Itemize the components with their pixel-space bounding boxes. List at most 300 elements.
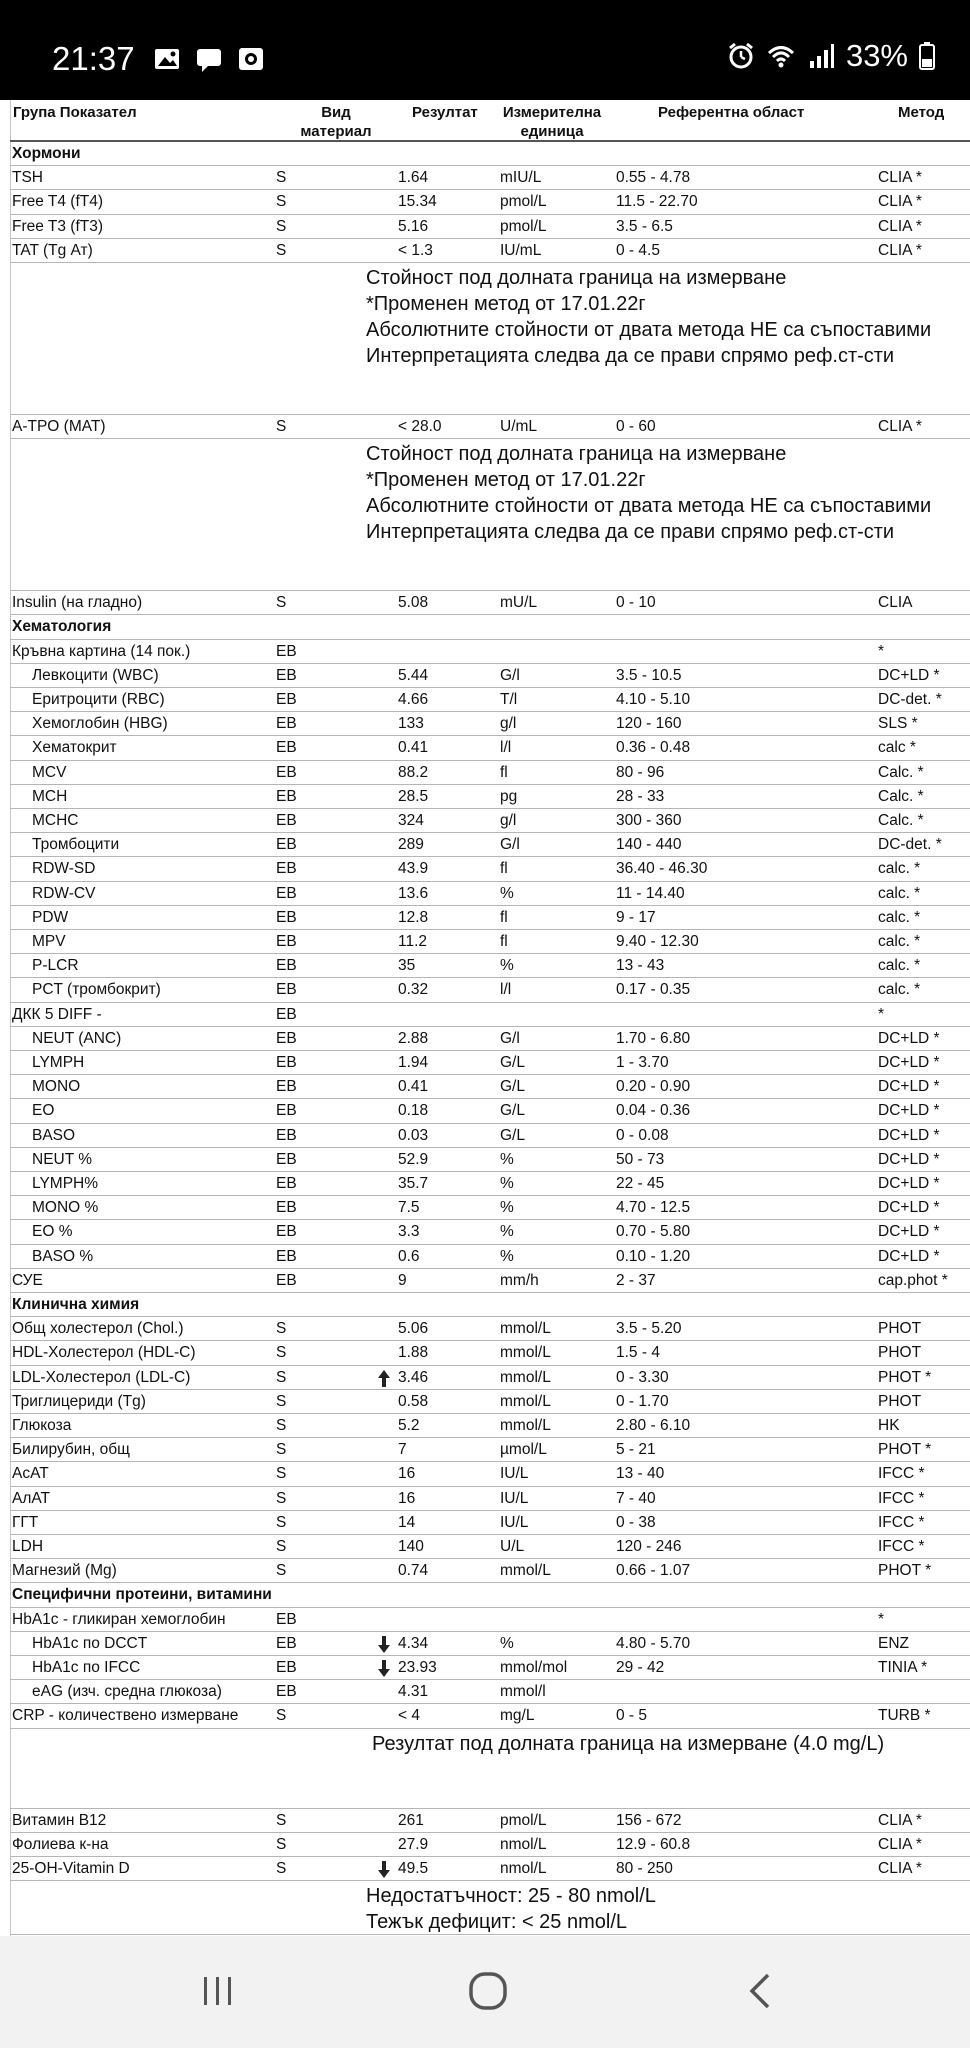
table-row[interactable] xyxy=(0,1124,970,1148)
table-row[interactable] xyxy=(0,1704,970,1728)
material: S xyxy=(276,1441,287,1459)
row-divider xyxy=(10,1074,970,1075)
row-divider xyxy=(10,663,970,664)
method: calc. * xyxy=(878,957,921,975)
method: Calc. * xyxy=(878,763,924,781)
method: CLIA * xyxy=(878,241,922,259)
row-divider xyxy=(10,639,970,640)
material: S xyxy=(276,1392,287,1410)
indicator-name: MPV xyxy=(32,933,66,950)
reference-range: 0 - 3.30 xyxy=(616,1368,669,1386)
lab-report-document[interactable] xyxy=(0,100,970,1936)
indicator-name: A-TPO (MAT) xyxy=(12,418,106,435)
unit: % xyxy=(500,1634,514,1652)
row-divider xyxy=(10,784,970,785)
material: EB xyxy=(276,1271,297,1289)
recent-apps-button[interactable] xyxy=(178,1956,258,2026)
material: EB xyxy=(276,763,297,781)
table-row[interactable] xyxy=(0,1196,970,1220)
unit: G/l xyxy=(500,666,520,684)
table-row[interactable] xyxy=(0,809,970,833)
unit: mmol/l xyxy=(500,1683,546,1701)
result-value: 4.34 xyxy=(398,1634,429,1652)
reference-range: 0.66 - 1.07 xyxy=(616,1562,691,1580)
method: PHOT * xyxy=(878,1562,932,1580)
method: CLIA * xyxy=(878,1860,922,1877)
method: calc. * xyxy=(878,884,921,902)
row-divider xyxy=(10,977,970,978)
indicator-name: Витамин B12 xyxy=(12,1811,107,1829)
row-divider xyxy=(10,1631,970,1632)
table-row[interactable] xyxy=(0,1680,970,1704)
result-value: 13.6 xyxy=(398,884,429,902)
arrow-up-icon xyxy=(378,1370,390,1387)
table-row[interactable] xyxy=(0,1487,970,1511)
method: Calc. * xyxy=(878,812,924,829)
reference-range: 0.10 - 1.20 xyxy=(616,1247,691,1265)
table-row[interactable] xyxy=(0,1317,970,1341)
material: S xyxy=(276,217,287,235)
reference-range: 12.9 - 60.8 xyxy=(616,1835,691,1853)
table-row[interactable] xyxy=(0,857,970,881)
indicator-name: LDH xyxy=(12,1538,44,1555)
back-icon xyxy=(740,1971,780,2011)
reference-range: 0 - 1.70 xyxy=(616,1392,669,1410)
table-row[interactable] xyxy=(0,785,970,809)
table-row[interactable] xyxy=(0,1075,970,1099)
result-value: < 1.3 xyxy=(398,241,433,259)
unit: G/L xyxy=(500,1102,525,1120)
method: calc * xyxy=(878,739,916,757)
indicator-name: Левкоцити (WBC) xyxy=(32,666,159,684)
row-divider xyxy=(10,1171,970,1172)
table-row[interactable] xyxy=(0,1269,970,1293)
indicator-name: EO % xyxy=(32,1223,73,1241)
unit: fl xyxy=(500,908,508,926)
material: S xyxy=(276,1513,287,1531)
table-row[interactable] xyxy=(0,1341,970,1365)
result-value: 133 xyxy=(398,715,424,733)
reference-range: 7 - 40 xyxy=(616,1489,656,1507)
row-divider xyxy=(10,1558,970,1559)
row-divider xyxy=(10,760,970,761)
table-row[interactable] xyxy=(0,591,970,615)
unit: mIU/L xyxy=(500,169,542,187)
indicator-name: HbA1c по IFCC xyxy=(32,1659,141,1676)
table-row[interactable] xyxy=(0,1608,970,1632)
table-row[interactable] xyxy=(0,906,970,930)
reference-range: 11 - 14.40 xyxy=(616,884,685,902)
result-value: 43.9 xyxy=(398,860,429,878)
method: IFCC * xyxy=(878,1489,925,1507)
reference-range: 36.40 - 46.30 xyxy=(616,860,708,878)
method: ENZ xyxy=(878,1634,909,1652)
indicator-name: AcAT xyxy=(12,1465,49,1483)
table-row[interactable] xyxy=(0,640,970,664)
result-note: Стойност под долната граница на измерване xyxy=(366,443,787,466)
unit: G/L xyxy=(500,1126,525,1144)
back-button[interactable] xyxy=(720,1956,800,2026)
method: CLIA * xyxy=(878,193,922,211)
row-divider xyxy=(10,262,970,263)
result-value: 0.41 xyxy=(398,1078,429,1096)
method: calc. * xyxy=(878,908,921,926)
row-divider xyxy=(10,881,970,882)
result-value: 0.41 xyxy=(398,739,429,757)
method: calc. * xyxy=(878,933,921,950)
unit: mmol/L xyxy=(500,1392,551,1410)
result-value: 11.2 xyxy=(398,933,428,950)
header-reference: Референтна област xyxy=(658,104,805,121)
result-value: 12.8 xyxy=(398,908,429,926)
battery-icon xyxy=(918,41,936,71)
material: EB xyxy=(276,1150,297,1168)
indicator-name: PDW xyxy=(32,908,69,926)
reference-range: 80 - 96 xyxy=(616,763,665,781)
reference-range: 3.5 - 10.5 xyxy=(616,666,682,684)
table-row[interactable] xyxy=(0,1003,970,1027)
indicator-name: EO xyxy=(32,1102,55,1120)
result-value: 3.46 xyxy=(398,1368,429,1386)
table-row[interactable] xyxy=(0,1366,970,1390)
home-button[interactable] xyxy=(448,1956,528,2026)
result-note: Интерпретацията следва да се прави спрямо реф.ст-сти xyxy=(366,345,895,367)
row-divider xyxy=(10,1679,970,1680)
unit: mmol/L xyxy=(500,1320,551,1338)
row-divider xyxy=(10,1607,970,1608)
indicator-name: eAG (изч. средна глюкоза) xyxy=(32,1683,222,1701)
row-divider xyxy=(10,1510,970,1511)
unit: fl xyxy=(500,860,508,878)
method: CLIA * xyxy=(878,418,922,435)
result-value: 9 xyxy=(398,1271,407,1289)
material: EB xyxy=(276,642,297,660)
result-value: 4.66 xyxy=(398,691,429,708)
reference-range: 0.04 - 0.36 xyxy=(616,1102,691,1120)
indicator-name: Хемоглобин (HBG) xyxy=(32,715,168,733)
result-value: 5.2 xyxy=(398,1417,420,1434)
reference-range: 0.55 - 4.78 xyxy=(616,169,691,187)
indicator-name: MCHC xyxy=(32,812,79,829)
reference-range: 4.80 - 5.70 xyxy=(616,1634,691,1652)
material: EB xyxy=(276,957,297,975)
material: S xyxy=(276,1538,287,1555)
table-row[interactable] xyxy=(0,1833,970,1857)
unit: % xyxy=(500,884,514,902)
unit: pmol/L xyxy=(500,1811,547,1829)
row-divider xyxy=(10,1461,970,1462)
table-row[interactable] xyxy=(0,215,970,239)
header-group: Група Показател xyxy=(13,104,137,121)
reference-range: 80 - 250 xyxy=(616,1860,673,1877)
reference-range: 156 - 672 xyxy=(616,1811,682,1829)
reference-range: 5 - 21 xyxy=(616,1441,656,1459)
unit: mmol/L xyxy=(500,1562,551,1580)
method: DC+LD * xyxy=(878,1126,940,1144)
reference-range: 0 - 4.5 xyxy=(616,241,660,259)
table-row[interactable] xyxy=(0,664,970,688)
material: EB xyxy=(276,787,297,805)
material: EB xyxy=(276,860,297,878)
unit: IU/L xyxy=(500,1513,529,1531)
method: CLIA xyxy=(878,594,913,612)
table-row[interactable] xyxy=(0,761,970,785)
reference-range: 0 - 60 xyxy=(616,418,656,435)
unit: nmol/L xyxy=(500,1835,547,1853)
row-divider xyxy=(10,1340,970,1341)
unit: % xyxy=(500,1150,514,1168)
unit: g/l xyxy=(500,812,517,829)
table-row[interactable] xyxy=(0,1535,970,1559)
indicator-name: Магнезий (Mg) xyxy=(12,1562,117,1580)
result-value: 27.9 xyxy=(398,1835,429,1853)
material: EB xyxy=(276,1029,297,1047)
indicator-name: TSH xyxy=(12,169,43,187)
unit: IU/mL xyxy=(500,241,542,259)
result-value: 0.74 xyxy=(398,1562,429,1580)
row-divider xyxy=(10,1002,970,1003)
table-row[interactable] xyxy=(0,1245,970,1269)
result-note: *Променен метод от 17.01.22г xyxy=(366,469,646,492)
indicator-name: LYMPH xyxy=(32,1054,85,1071)
row-divider xyxy=(10,711,970,712)
section-heading xyxy=(0,1583,970,1607)
method: PHOT * xyxy=(878,1441,932,1459)
method: IFCC * xyxy=(878,1513,925,1531)
table-row[interactable] xyxy=(0,1148,970,1172)
unit: % xyxy=(500,1175,514,1192)
table-row[interactable] xyxy=(0,1027,970,1051)
material: EB xyxy=(276,1634,297,1652)
method: DC+LD * xyxy=(878,1029,940,1047)
material: S xyxy=(276,193,287,211)
table-row[interactable] xyxy=(0,1857,970,1881)
reference-range: 13 - 40 xyxy=(616,1465,665,1483)
table-row[interactable] xyxy=(0,239,970,263)
table-row[interactable] xyxy=(0,736,970,760)
material: EB xyxy=(276,1199,297,1217)
row-divider xyxy=(10,1534,970,1535)
method: CLIA * xyxy=(878,217,922,235)
result-note: Интерпретацията следва да се прави спрямо реф.ст-сти xyxy=(366,521,895,544)
image-icon xyxy=(152,44,182,74)
result-value: 3.3 xyxy=(398,1223,420,1241)
material: EB xyxy=(276,666,297,684)
table-row[interactable] xyxy=(0,688,970,712)
result-value: 0.6 xyxy=(398,1247,420,1265)
table-row[interactable] xyxy=(0,1051,970,1075)
table-row[interactable] xyxy=(0,1099,970,1123)
method: calc. * xyxy=(878,860,921,878)
result-value: 1.88 xyxy=(398,1344,429,1362)
unit: G/l xyxy=(500,836,520,854)
reference-range: 4.70 - 12.5 xyxy=(616,1199,691,1217)
indicator-name: СУЕ xyxy=(12,1271,43,1289)
unit: nmol/L xyxy=(500,1860,547,1877)
reference-range: 0 - 0.08 xyxy=(616,1126,669,1144)
table-row[interactable] xyxy=(0,1438,970,1462)
row-divider xyxy=(10,832,970,833)
status-time: 21:37 xyxy=(52,40,135,77)
table-row[interactable] xyxy=(0,190,970,214)
material: EB xyxy=(276,715,297,733)
row-divider xyxy=(10,1832,970,1833)
material: S xyxy=(276,241,287,259)
table-row[interactable] xyxy=(0,882,970,906)
method: Calc. * xyxy=(878,787,924,805)
row-divider xyxy=(10,1808,970,1809)
row-divider xyxy=(10,1098,970,1099)
method: DC+LD * xyxy=(878,1199,940,1217)
unit: G/L xyxy=(500,1078,525,1096)
indicator-name: Триглицериди (Tg) xyxy=(12,1392,146,1410)
material: S xyxy=(276,1417,287,1434)
indicator-name: ДКК 5 DIFF - xyxy=(12,1005,102,1023)
indicator-name: Глюкоза xyxy=(12,1417,72,1434)
material: EB xyxy=(276,1054,297,1071)
method: cap.phot * xyxy=(878,1271,948,1289)
arrow-down-icon xyxy=(378,1660,390,1677)
method: SLS * xyxy=(878,715,918,733)
table-row[interactable] xyxy=(0,1220,970,1244)
wifi-icon xyxy=(766,41,796,71)
result-value: 35 xyxy=(398,957,416,975)
table-row[interactable] xyxy=(0,1559,970,1583)
table-row[interactable] xyxy=(0,166,970,190)
table-row[interactable] xyxy=(0,833,970,857)
method: calc. * xyxy=(878,981,921,999)
indicator-name: MONO xyxy=(32,1078,81,1096)
material: EB xyxy=(276,1659,297,1676)
table-row[interactable] xyxy=(0,954,970,978)
result-value: 2.88 xyxy=(398,1029,429,1047)
reference-range: 1 - 3.70 xyxy=(616,1054,669,1071)
unit: fl xyxy=(500,933,508,950)
method: DC+LD * xyxy=(878,1078,940,1096)
method: PHOT xyxy=(878,1392,922,1410)
reference-range: 0.70 - 5.80 xyxy=(616,1223,691,1241)
table-row[interactable] xyxy=(0,978,970,1002)
row-divider xyxy=(10,1703,970,1704)
material: S xyxy=(276,169,287,187)
reference-range: 1.70 - 6.80 xyxy=(616,1029,691,1047)
header-divider xyxy=(10,140,970,142)
unit: mmol/L xyxy=(500,1344,551,1362)
indicator-name: MCV xyxy=(32,763,67,781)
material: S xyxy=(276,1344,287,1362)
method: PHOT * xyxy=(878,1368,932,1386)
method: DC+LD * xyxy=(878,1102,940,1120)
indicator-name: HDL-Холестерол (HDL-C) xyxy=(12,1344,196,1362)
result-value: 0.58 xyxy=(398,1392,429,1410)
result-note: Абсолютните стойности от двата метода НЕ са съпоставими xyxy=(366,319,932,341)
row-divider xyxy=(10,1655,970,1656)
method: PHOT xyxy=(878,1320,922,1338)
result-note: Абсолютните стойности от двата метода НЕ са съпоставими xyxy=(366,495,932,518)
table-row[interactable] xyxy=(0,415,970,439)
unit: l/l xyxy=(500,739,512,757)
table-row[interactable] xyxy=(0,1656,970,1680)
table-row[interactable] xyxy=(0,712,970,736)
unit: pmol/L xyxy=(500,193,547,211)
result-value: 289 xyxy=(398,836,424,854)
method: * xyxy=(878,1610,885,1628)
unit: mmol/L xyxy=(500,1417,551,1434)
indicator-name: BASO xyxy=(32,1126,76,1144)
unit: U/L xyxy=(500,1538,525,1555)
row-divider xyxy=(10,1292,970,1293)
unit: mm/h xyxy=(500,1271,539,1289)
result-value: 7 xyxy=(398,1441,407,1459)
result-value: 7.5 xyxy=(398,1199,420,1217)
reference-range: 2 - 37 xyxy=(616,1271,656,1289)
indicator-name: Еритроцити (RBC) xyxy=(32,691,165,708)
indicator-name: LYMPH% xyxy=(32,1175,99,1192)
reference-range: 2.80 - 6.10 xyxy=(616,1417,691,1434)
result-value: 1.94 xyxy=(398,1054,429,1071)
method: IFCC * xyxy=(878,1538,925,1555)
row-divider xyxy=(10,1365,970,1366)
indicator-name: MONO % xyxy=(32,1199,99,1217)
indicator-name: RDW-CV xyxy=(32,884,96,902)
result-note: Недостатъчност: 25 - 80 nmol/L xyxy=(366,1885,656,1908)
method: DC+LD * xyxy=(878,1054,940,1071)
reference-range: 1.5 - 4 xyxy=(616,1344,660,1362)
row-divider xyxy=(10,808,970,809)
section-title: Хормони xyxy=(12,145,81,162)
row-divider xyxy=(10,1856,970,1857)
material: EB xyxy=(276,1078,297,1096)
reference-range: 3.5 - 6.5 xyxy=(616,217,673,235)
result-value: 5.08 xyxy=(398,594,429,612)
row-divider xyxy=(10,856,970,857)
material: S xyxy=(276,594,287,612)
method: DC-det. * xyxy=(878,691,942,708)
result-value: 14 xyxy=(398,1513,416,1531)
indicator-name: P-LCR xyxy=(32,957,79,975)
row-divider xyxy=(10,953,970,954)
table-row[interactable] xyxy=(0,1511,970,1535)
reference-range: 120 - 246 xyxy=(616,1538,682,1555)
method: CLIA * xyxy=(878,1835,922,1853)
result-value: 4.31 xyxy=(398,1683,429,1701)
message-icon xyxy=(194,44,224,74)
result-note: Стойност под долната граница на измерване xyxy=(366,267,787,289)
row-divider xyxy=(10,614,970,615)
table-row[interactable] xyxy=(0,1632,970,1656)
table-row[interactable] xyxy=(0,1172,970,1196)
material: EB xyxy=(276,1005,297,1023)
indicator-name: NEUT % xyxy=(32,1150,93,1168)
table-row[interactable] xyxy=(0,1390,970,1414)
table-row[interactable] xyxy=(0,1809,970,1833)
reference-range: 9 - 17 xyxy=(616,908,656,926)
reference-range: 9.40 - 12.30 xyxy=(616,933,699,950)
reference-range: 140 - 440 xyxy=(616,836,682,854)
reference-range: 120 - 160 xyxy=(616,715,682,733)
method: * xyxy=(878,642,885,660)
result-value: 16 xyxy=(398,1465,416,1483)
table-row[interactable] xyxy=(0,930,970,954)
unit: % xyxy=(500,1247,514,1265)
unit: mU/L xyxy=(500,594,538,612)
method: IFCC * xyxy=(878,1465,925,1483)
method: DC+LD * xyxy=(878,1223,940,1241)
signal-icon xyxy=(806,41,836,71)
table-row[interactable] xyxy=(0,1414,970,1438)
indicator-name: Фолиева к-на xyxy=(12,1835,109,1853)
table-row[interactable] xyxy=(0,1462,970,1486)
